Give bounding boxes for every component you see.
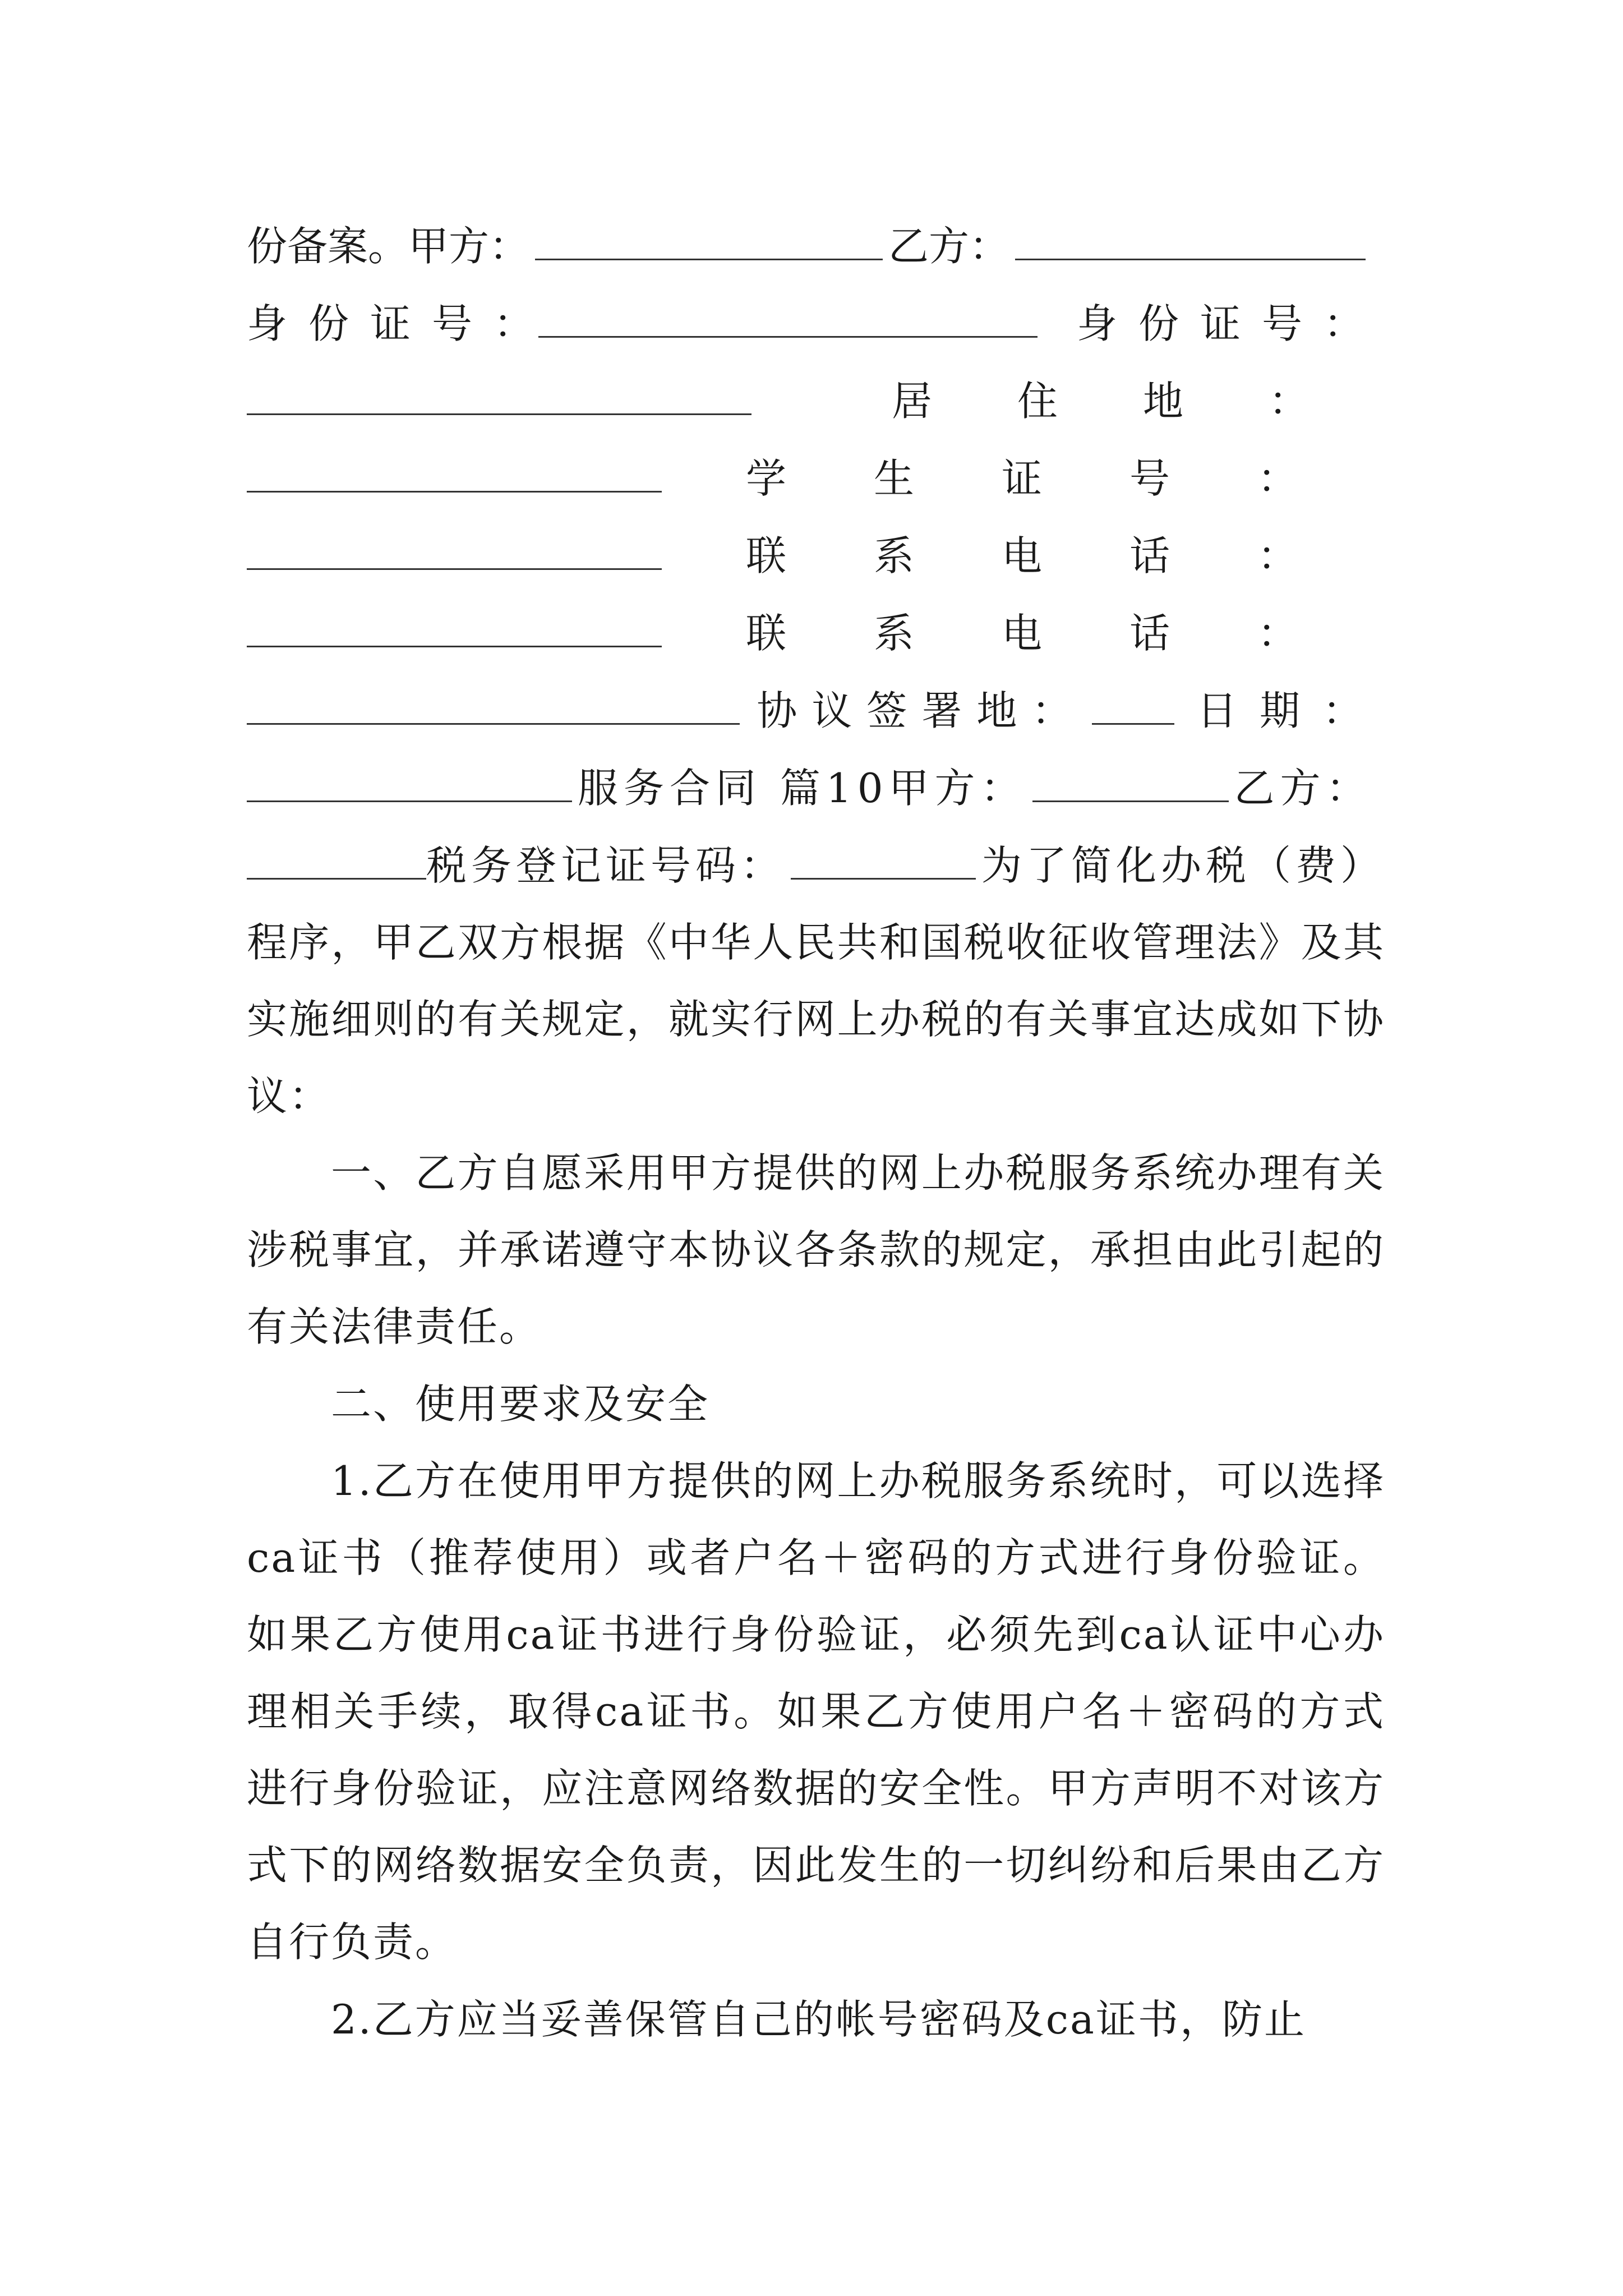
id-number-b-blank xyxy=(247,369,751,415)
id-number-a-blank xyxy=(538,291,1038,338)
date-blank xyxy=(247,756,572,802)
label-id-number-b: 身份证号： xyxy=(1076,300,1385,347)
label-residence: 居住地： xyxy=(892,378,1395,425)
tax-registration-blank xyxy=(791,833,976,880)
phone-1-blank xyxy=(247,601,662,647)
party-b-blank xyxy=(1015,214,1366,260)
form-line-2 xyxy=(247,285,1385,362)
paragraph-clause-2-2: 2.乙方应当妥善保管自己的帐号密码及ca证书，防止 xyxy=(331,1996,1306,2043)
label-phone-2: 联系电话： xyxy=(745,610,1385,657)
paragraph-clause-2-1: 1.乙方在使用甲方提供的网上办税服务系统时，可以选择ca证书（推荐使用）或者户名＋密码的方式进行身份验证。如果乙方使用ca证书进行身份验证，必须先到ca认证中心办理相关手续，取得ca证书。如果乙方使用户名＋密码的方式进行身份验证，应注意网络数据的安全性。甲方声明不对该方式下的网络数据安全负责，因此发生的一切纠纷和后果由乙方自行负责。 xyxy=(247,1457,1385,1966)
residence-blank xyxy=(247,446,662,493)
form-line-3 xyxy=(247,362,1395,440)
party-a-2-blank xyxy=(1032,756,1229,802)
party-a-blank xyxy=(535,214,883,260)
section-heading-usage-security: 二、使用要求及安全 xyxy=(331,1381,710,1428)
label-phone-1: 联系电话： xyxy=(745,532,1385,579)
signing-place-blank xyxy=(1092,678,1174,725)
label-party-b: 乙方： xyxy=(888,223,1010,270)
form-line-5 xyxy=(247,517,1385,595)
label-service-contract: 服务合同 篇10甲方： xyxy=(578,765,1027,812)
label-party-b-2: 乙方： xyxy=(1234,765,1372,812)
form-line-6 xyxy=(247,595,1385,672)
label-id-number-a: 身份证号： xyxy=(247,300,556,347)
phone-2-blank xyxy=(247,678,740,725)
label-student-id: 学生证号： xyxy=(745,455,1385,502)
student-id-blank xyxy=(247,523,662,570)
paragraph-clause-1: 一、乙方自愿采用甲方提供的网上办税服务系统办理有关涉税事宜，并承诺遵守本协议各条款的规定，承担由此引起的有关法律责任。 xyxy=(247,1149,1385,1350)
form-line-7 xyxy=(247,672,1385,749)
form-line-8 xyxy=(247,749,1385,827)
label-date: 日期： xyxy=(1196,687,1385,734)
party-b-2-blank xyxy=(247,833,426,880)
paragraph-intro: 程序，甲乙双方根据《中华人民共和国税收征收管理法》及其实施细则的有关规定，就实行网上办税的有关事宜达成如下协议： xyxy=(247,919,1385,1120)
label-backup-party-a: 份备案。甲方： xyxy=(247,223,530,270)
text-simplify-tax: 为了简化办税（费） xyxy=(981,842,1385,889)
form-line-4 xyxy=(247,440,1385,517)
label-signing-place: 协议签署地： xyxy=(757,687,1087,734)
form-line-9 xyxy=(247,827,1385,904)
form-line-1 xyxy=(247,208,1385,285)
label-tax-registration: 税务登记证号码： xyxy=(426,842,785,889)
